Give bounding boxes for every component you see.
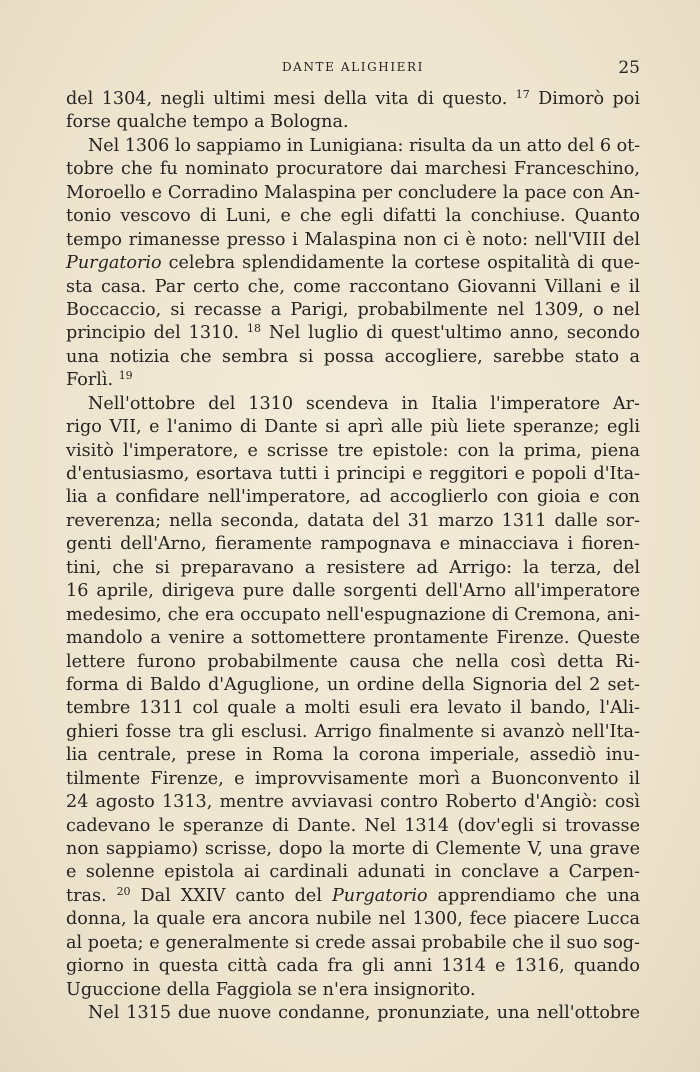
text-line: tini, che si preparavano a resistere ad Arrigo: la terza, del [66,557,640,578]
body-text [66,88,640,1026]
text-line: sta casa. Par certo che, come raccontano Giovanni Villani e il [66,276,640,297]
text-line: cadevano le speranze di Dante. Nel 1314 (dov'egli si trovasse [66,815,640,836]
text-line: e solenne epistola ai cardinali adunati in conclave a Carpen- [66,862,640,883]
text-line: tempo rimanesse presso i Malaspina non ci è noto: nell'VIII del [66,229,640,250]
text-line: lettere furono probabilmente causa che nella così detta Ri- [66,651,640,672]
text-line: Boccaccio, si recasse a Parigi, probabilmente nel 1309, o nel [66,299,640,320]
text-line: una notizia che sembra si possa accogliere, sarebbe stato a [66,346,640,367]
text-line: tembre 1311 col quale a molti esuli era levato il bando, l'Ali- [66,698,640,719]
text-line: Uguccione della Faggiola se n'era insignorito. [66,979,476,1000]
text-line: tras. $^{20}$ Dal XXIV canto del Purgatorio apprendiamo che una [66,884,641,906]
text-line: Nell'ottobre del 1310 scendeva in Italia l'imperatore Ar- [88,393,640,414]
text-line: ghieri fosse tra gli esclusi. Arrigo finalmente si avanzò nell'Ita- [66,721,640,742]
text-line: Nel 1315 due nuove condanne, pronunziate, una nell'ottobre [88,1003,640,1024]
text-line: forse qualche tempo a Bologna. [66,112,349,133]
text-line: d'entusiasmo, esortava tutti i principi e reggitori e popoli d'Ita- [66,464,640,484]
text-line: Forlì. $^{19}$ [66,369,133,391]
text-line: donna, la quale era ancora nubile nel 1300, fece piacere Lucca [66,909,640,930]
text-line: genti dell'Arno, fieramente rampognava e minacciava i fioren- [66,534,640,555]
text-line: 16 aprile, dirigeva pure dalle sorgenti dell'Arno all'imperatore [66,581,640,602]
text-line: lia a confidare nell'imperatore, ad accoglierlo con gioia e con [66,487,640,508]
text-line: medesimo, che era occupato nell'espugnazione di Cremona, ani- [66,604,640,625]
running-head: DANTE ALIGHIERI [281,60,425,74]
text-line: mandolo a venire a sottomettere prontamente Firenze. Queste [66,628,640,649]
text-line: tobre che fu nominato procuratore dai marchesi Franceschino, [66,159,640,180]
text-line: lia centrale, prese in Roma la corona imperiale, assediò inu- [66,745,640,766]
text-line: al poeta; e generalmente si crede assai probabile che il suo sog- [66,932,640,953]
text-line: del 1304, negli ultimi mesi della vita di questo. $^{17}$ Dimorò poi [66,88,641,109]
text-line: visitò l'imperatore, e scrisse tre epistole: con la prima, piena [66,440,640,461]
text-line: Moroello e Corradino Malaspina per concludere la pace con An- [66,182,640,203]
page-number: 25 [618,58,640,78]
text-line: giorno in questa città cada fra gli anni 1314 e 1316, quando [66,956,640,977]
text-line: Purgatorio celebra splendidamente la cortese ospitalità di que- [66,253,640,274]
text-line: Nel 1306 lo sappiamo in Lunigiana: risulta da un atto del 6 ot- [88,135,640,156]
text-line: reverenza; nella seconda, datata del 31 marzo 1311 dalle sor- [66,510,640,531]
text-line: rigo VII, e l'animo di Dante si aprì alle più liete speranze; egli [66,417,640,438]
text-line: tilmente Firenze, e improvvisamente morì a Buonconvento il [66,768,640,789]
text-line: non sappiamo) scrisse, dopo la morte di Clemente V, una grave [66,839,640,859]
text-line: principio del 1310. $^{18}$ Nel luglio di quest'ultimo anno, secondo [66,322,640,344]
text-line: tonio vescovo di Luni, e che egli difatti la conchiuse. Quanto [66,206,640,227]
text-line: forma di Baldo d'Aguglione, un ordine della Signoria del 2 set- [66,674,640,695]
text-line: 24 agosto 1313, mentre avviavasi contro Roberto d'Angiò: così [66,792,640,813]
page-header [66,58,640,80]
